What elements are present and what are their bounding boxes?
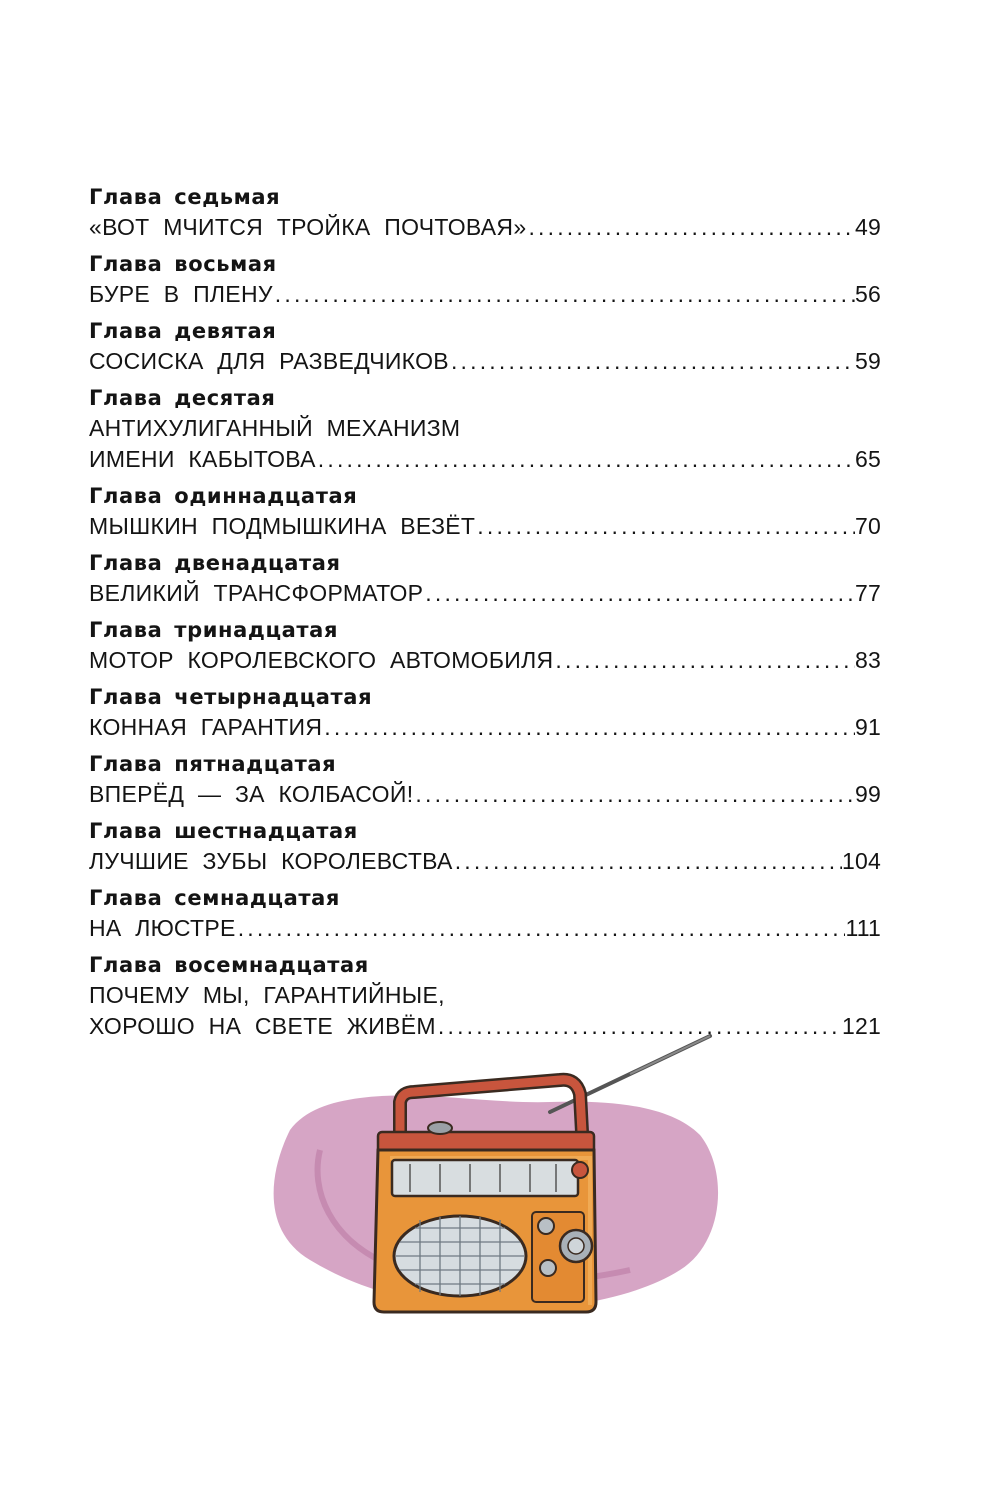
chapter-label: Глава одиннадцатая <box>89 484 358 508</box>
page-number: 111 <box>845 915 881 941</box>
chapter-title-line <box>89 511 881 542</box>
chapter-title: НА ЛЮСТРЕ <box>89 915 236 941</box>
page-number: 56 <box>855 281 881 307</box>
dot-leader <box>553 645 855 676</box>
chapter-label: Глава десятая <box>89 386 276 410</box>
dot-leader <box>423 578 855 609</box>
chapter-label: Глава семнадцатая <box>89 886 340 910</box>
tuner-window <box>392 1160 578 1196</box>
chapter-label: Глава двенадцатая <box>89 551 341 575</box>
page-number: 104 <box>842 848 881 874</box>
chapter-title: ЛУЧШИЕ ЗУБЫ КОРОЛЕВСТВА <box>89 848 453 874</box>
page-number: 91 <box>855 714 881 740</box>
toc-entry <box>89 183 881 243</box>
chapter-title-line <box>89 444 881 475</box>
chapter-title-line <box>89 212 881 243</box>
chapter-title: КОННАЯ ГАРАНТИЯ <box>89 714 323 740</box>
chapter-title: ВПЕРЁД — ЗА КОЛБАСОЙ! <box>89 781 414 807</box>
chapter-title-line <box>89 779 881 810</box>
toc-entry <box>89 482 881 542</box>
toc-entry <box>89 250 881 310</box>
chapter-title-line <box>89 712 881 743</box>
dot-leader <box>526 212 855 243</box>
page-number: 121 <box>842 1013 881 1039</box>
chapter-label: Глава седьмая <box>89 185 281 209</box>
radio-icon <box>250 1020 750 1340</box>
chapter-title-line <box>89 279 881 310</box>
chapter-title: ХОРОШО НА СВЕТЕ ЖИВЁМ <box>89 1013 436 1039</box>
toc-entry <box>89 884 881 944</box>
toc-entry <box>89 317 881 377</box>
toc-entry <box>89 750 881 810</box>
dot-leader <box>316 444 855 475</box>
dot-leader <box>236 913 846 944</box>
chapter-title: «ВОТ МЧИТСЯ ТРОЙКА ПОЧТОВАЯ» <box>89 214 527 240</box>
dot-leader <box>449 346 855 377</box>
dot-leader <box>322 712 855 743</box>
toc-entry <box>89 683 881 743</box>
chapter-label: Глава восьмая <box>89 252 277 276</box>
volume-knob <box>538 1218 554 1234</box>
chapter-title-line <box>89 346 881 377</box>
chapter-title: ПОЧЕМУ МЫ, ГАРАНТИЙНЫЕ, <box>89 982 445 1008</box>
chapter-title-line <box>89 413 881 444</box>
page-number: 77 <box>855 580 881 606</box>
dot-leader <box>273 279 855 310</box>
page-number: 65 <box>855 446 881 472</box>
dot-leader <box>475 511 855 542</box>
chapter-title-line <box>89 578 881 609</box>
chapter-title: ВЕЛИКИЙ ТРАНСФОРМАТОР <box>89 580 424 606</box>
chapter-label: Глава девятая <box>89 319 277 343</box>
small-knob <box>540 1260 556 1276</box>
chapter-label: Глава шестнадцатая <box>89 819 358 843</box>
chapter-label: Глава восемнадцатая <box>89 953 369 977</box>
table-of-contents <box>89 183 881 1049</box>
chapter-title: ИМЕНИ КАБЫТОВА <box>89 446 316 472</box>
page-number: 59 <box>855 348 881 374</box>
page-number: 49 <box>855 214 881 240</box>
chapter-title-line <box>89 645 881 676</box>
page-number: 70 <box>855 513 881 539</box>
dot-leader <box>453 846 842 877</box>
chapter-title: БУРЕ В ПЛЕНУ <box>89 281 273 307</box>
chapter-title-line <box>89 846 881 877</box>
chapter-title-line <box>89 980 881 1011</box>
chapter-title: МЫШКИН ПОДМЫШКИНА ВЕЗЁТ <box>89 513 476 539</box>
chapter-label: Глава пятнадцатая <box>89 752 337 776</box>
chapter-label: Глава тринадцатая <box>89 618 339 642</box>
chapter-title-line <box>89 913 881 944</box>
chapter-title: МОТОР КОРОЛЕВСКОГО АВТОМОБИЛЯ <box>89 647 554 673</box>
chapter-label: Глава четырнадцатая <box>89 685 373 709</box>
page-number: 83 <box>855 647 881 673</box>
toc-entry <box>89 549 881 609</box>
dot-leader <box>413 779 855 810</box>
chapter-title: АНТИХУЛИГАННЫЙ МЕХАНИЗМ <box>89 415 461 441</box>
toc-entry <box>89 817 881 877</box>
toc-entry <box>89 616 881 676</box>
chapter-title: СОСИСКА ДЛЯ РАЗВЕДЧИКОВ <box>89 348 449 374</box>
toc-entry <box>89 384 881 475</box>
page-number: 99 <box>855 781 881 807</box>
